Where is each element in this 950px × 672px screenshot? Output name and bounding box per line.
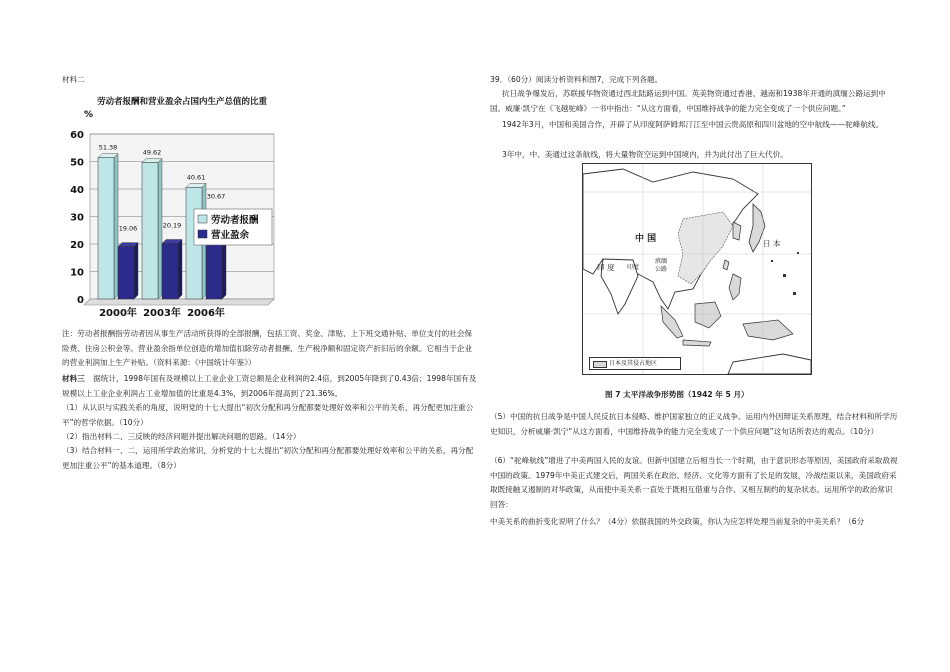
bar-chart xyxy=(62,94,292,324)
y-tick-label: 60 xyxy=(70,130,84,141)
question-2: （2）指出材料二、三反映的经济问题并提出解决问题的思路。（14分） xyxy=(62,432,301,441)
x-tick-label: 2000年 xyxy=(99,308,137,319)
legend-label: 日本及其侵占地区 xyxy=(609,360,658,367)
bar-labor-1 xyxy=(142,163,158,299)
taiwan xyxy=(723,260,729,270)
material3 xyxy=(62,372,477,401)
q39-intro: 39．（60分）阅读分析资料和图7，完成下列各题。 xyxy=(490,75,663,84)
data-label: 20.19 xyxy=(162,221,182,230)
map-label-india-2: 印度 xyxy=(627,264,640,271)
bar-labor-0 xyxy=(98,158,114,299)
y-tick-label: 20 xyxy=(70,240,84,251)
x-tick-label: 2006年 xyxy=(187,308,225,319)
bar-side xyxy=(178,239,182,299)
occupied-area xyxy=(678,212,733,284)
bar-surplus-1 xyxy=(162,243,178,299)
bar-side xyxy=(114,154,118,299)
question-1: （1）从认识与实践关系的角度，说明党的十七大提出“初次分配和再分配都要处理好效率和公平的关系，再分配更加注重公平”的哲学依据。（10分） xyxy=(62,403,474,427)
section3-label: 材料三 xyxy=(62,374,85,383)
map-label-japan: 日 本 xyxy=(763,239,781,248)
new-guinea xyxy=(743,320,793,340)
bar-side xyxy=(158,159,162,299)
legend-swatch xyxy=(593,361,607,368)
figure-caption: 图 7 太平洋战争形势图（1942 年 5 月） xyxy=(605,390,749,399)
chart-svg xyxy=(62,94,292,324)
legend-swatch xyxy=(198,215,207,223)
y-tick-label: 0 xyxy=(77,295,84,306)
section3-text: 据统计，1998年国有及规模以上工业企业工资总额是企业利润的2.4倍，到2005年降到了0.43倍；1998年国有及规模以上工业企业利润占工业增加值的比重是4.3%，到2006年提高到了21.36%。 xyxy=(62,374,477,398)
y-tick-label: 40 xyxy=(70,185,84,196)
data-label: 49.62 xyxy=(142,148,162,157)
y-tick-label: 10 xyxy=(70,267,84,279)
java xyxy=(683,340,711,346)
plot-floor xyxy=(84,299,274,305)
question-5: （5）中国的抗日战争是中国人民反抗日本侵略、维护国家独立的正义战争。运用内外因辩证关系原理，结合材料和所学历史知识，分析威廉·凯宁“从这方面看，中国维持战争的能力完全变成了一个供应问题”这句话所表达的观点。（10分） xyxy=(490,412,898,436)
map-legend xyxy=(589,357,681,370)
chart-note: 注：劳动者报酬指劳动者因从事生产活动所获得的全部报酬，包括工资、奖金、津贴、上下班交通补贴、单位支付的社会保险费、住房公积金等。营业盈余指单位创造的增加值扣除劳动者报酬、生产税净额和固定资产折旧后的余额。它相当于企业的营业利润加上生产补贴。（资料来源：《中国统计年鉴》） xyxy=(62,329,473,367)
map-drawing xyxy=(583,164,811,374)
bar-side xyxy=(134,243,138,299)
philippines xyxy=(729,274,741,300)
y-tick-label: 50 xyxy=(70,157,84,169)
legend-label: 劳动者报酬 xyxy=(211,215,259,226)
data-label: 30.67 xyxy=(206,192,226,201)
sumatra xyxy=(661,306,683,338)
bar-surplus-0 xyxy=(118,247,134,299)
australia-edge xyxy=(728,354,811,374)
map-label-china: 中 国 xyxy=(635,234,657,244)
paragraph-3: 3年中，中、美通过这条航线，将大量物资空运到中国境内，并为此付出了巨大代价。 xyxy=(502,150,788,159)
borneo xyxy=(695,302,721,328)
pacific-islands xyxy=(771,252,799,295)
question-6-sub: 中美关系的曲折变化说明了什么？（4分）依据我国的外交政策，你认为应怎样处理当前复杂的中美关系？（6分 xyxy=(490,517,865,526)
legend-swatch xyxy=(198,230,207,238)
chart-title: 劳动者报酬和营业盈余占国内生产总值的比重 xyxy=(96,97,268,107)
map-label-india: 印 度 xyxy=(597,263,615,272)
section2-label: 材料二 xyxy=(62,75,85,84)
question-3: （3）结合材料一、二，运用所学政治常识，分析党的十七大提出“初次分配和再分配都要处理好效率和公平的关系，再分配更加注重公平”的基本道理。（8分） xyxy=(62,446,474,470)
paragraph-2: 1942年3月，中国和美国合作，开辟了从印度阿萨姆邦汀江至中国云贵高原和四川盆地的空中航线——驼峰航线。 xyxy=(502,120,884,129)
y-tick-label: 30 xyxy=(70,212,84,224)
map-label-dianmian: 滇缅 xyxy=(655,258,668,265)
data-label: 51.38 xyxy=(98,143,118,152)
korea xyxy=(733,222,741,240)
legend-label: 营业盈余 xyxy=(211,230,250,241)
question-6: （6）“驼峰航线”增进了中美两国人民的友谊。但新中国建立后相当长一个时期，由于意识形态等原因，美国政府采取敌视中国的政策。1979年中美正式建交后，两国关系在政治、经济、文化等方面有了长足的发展，冷战结束以来，美国政府采取既接触又遏制的对华政策，从而使中美关系一直处于既相互借重与合作、又相互制约的复杂状态。运用所学的政治常识回答： xyxy=(490,456,898,509)
pacific-war-map xyxy=(582,163,812,375)
paragraph-1: 抗日战争爆发后，苏联援华物资通过西北陆路运到中国。英美物资通过香港、越南和1938年开通的滇缅公路运到中国。威廉·凯宁在《飞越驼峰》一书中指出：“从这方面看，中国维持战争的能力完全变成了一个供应问题。” xyxy=(490,89,886,113)
x-tick-label: 2003年 xyxy=(143,308,181,319)
chart-ylabel: % xyxy=(84,110,94,120)
data-label: 40.61 xyxy=(186,173,206,182)
data-label: 19.06 xyxy=(118,224,138,233)
map-label-gonglu: 公路 xyxy=(655,266,668,273)
